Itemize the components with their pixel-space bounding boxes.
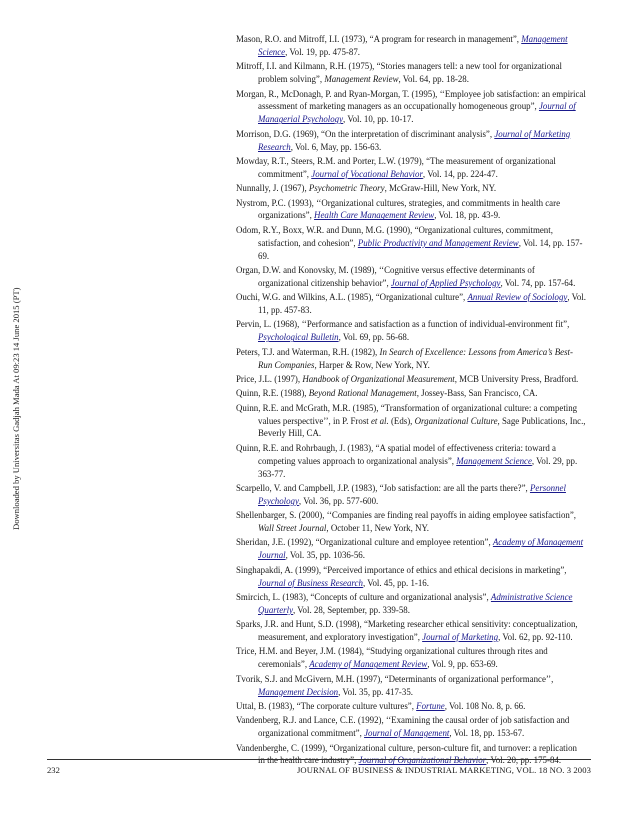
reference-entry (236, 33, 586, 59)
reference-text: , Harper & Row, New York, NY. (314, 359, 430, 370)
reference-title: Wall Street Journal (258, 523, 327, 534)
reference-entry (236, 182, 586, 195)
footer-divider (47, 759, 591, 760)
reference-text: Quinn, R.E. and Rohrbaugh, J. (1983), “A spatial model of effectiveness criteria: toward a competing values approach to organizational analysis”, (236, 442, 556, 466)
reference-text: , Vol. 18, pp. 153-67. (449, 728, 525, 739)
reference-text: , Vol. 62, pp. 92-110. (498, 632, 573, 643)
journal-link[interactable]: Journal of Business Research (258, 577, 363, 588)
reference-text: Morrison, D.G. (1969), “On the interpretation of discriminant analysis”, (236, 128, 495, 139)
reference-text: , Vol. 11, pp. 457-83. (258, 292, 586, 316)
reference-entry (236, 264, 586, 290)
reference-text: , McGraw-Hill, New York, NY. (384, 183, 497, 194)
reference-text: , Vol. 45, pp. 1-16. (362, 577, 429, 588)
journal-link[interactable]: Annual Review of Sociology (467, 292, 568, 303)
reference-text: Vandenberg, R.J. and Lance, C.E. (1992), ‘‘Examining the causal order of job satisfaction and organizational commitment”, (236, 715, 570, 739)
reference-text: , Vol. 35, pp. 1036-56. (285, 550, 365, 561)
reference-text: Peters, T.J. and Waterman, R.H. (1982), (236, 346, 380, 357)
reference-text: Shellenbarger, S. (2000), ‘‘Companies are finding real payoffs in aiding employee satisfaction”, (236, 510, 576, 521)
running-head: JOURNAL OF BUSINESS & INDUSTRIAL MARKETING, VOL. 18 NO. 3 2003 (296, 765, 591, 775)
journal-link[interactable]: Journal of Organizational Behavior (358, 755, 487, 766)
journal-link[interactable]: Management Decision (258, 686, 339, 697)
reference-text: Quinn, R.E. and McGrath, M.R. (1985), “Transformation of organizational culture: a competing values perspective’’, in P. Frost (236, 402, 578, 426)
reference-text: Odom, R.Y., Boxx, W.R. and Dunn, M.G. (1990), “Organizational cultures, commitment, satisfaction, and cohesion”, (236, 224, 553, 248)
reference-title: Psychometric Theory (308, 183, 385, 194)
reference-entry (236, 564, 586, 590)
reference-entry (236, 645, 586, 671)
journal-link[interactable]: Journal of Marketing (422, 632, 499, 643)
reference-text: Sparks, J.R. and Hunt, S.D. (1998), “Marketing researcher ethical sensitivity: conceptualization, measurement, and exploratory investigation”, (236, 619, 578, 643)
journal-link[interactable]: Management Science (456, 455, 532, 466)
reference-text: Singhapakdi, A. (1999), “Perceived importance of ethics and ethical decisions in marketing”, (236, 564, 567, 575)
reference-text: Nystrom, P.C. (1993), ‘‘Organizational cultures, strategies, and commitments in health care organizations”, (236, 197, 561, 221)
reference-text: , Vol. 29, pp. 363-77. (258, 455, 578, 479)
reference-entry (236, 318, 586, 344)
reference-entry (236, 88, 586, 127)
reference-entry (236, 387, 586, 400)
reference-text: , Vol. 35, pp. 417-35. (338, 686, 413, 697)
reference-text: Organ, D.W. and Konovsky, M. (1989), ‘‘Cognitive versus effective determinants of organizational citizenship behavior”, (236, 264, 535, 288)
journal-link[interactable]: Academy of Management Review (309, 659, 428, 670)
reference-entry (236, 197, 586, 223)
reference-entry (236, 291, 586, 317)
reference-entry (236, 742, 586, 768)
journal-link[interactable]: Journal of Applied Psychology (390, 277, 501, 288)
reference-text: Trice, H.M. and Beyer, J.M. (1984), “Studying organizational cultures through rites and ceremonials”, (236, 646, 548, 670)
reference-entry (236, 591, 586, 617)
reference-text: , Vol. 10, pp. 10-17. (343, 114, 414, 125)
reference-entry (236, 442, 586, 481)
journal-link[interactable]: Fortune (416, 700, 445, 711)
reference-title: et al. (370, 415, 389, 426)
reference-text: Mason, R.O. and Mitroff, I.I. (1973), “A program for research in management”, (236, 34, 522, 44)
reference-entry (236, 128, 586, 154)
reference-entry (236, 60, 586, 86)
reference-title: In Search of Excellence: Lessons from America’s Best-Run Companies (258, 346, 573, 370)
page-number: 232 (47, 765, 60, 775)
reference-text: , Vol. 69, pp. 56-68. (338, 332, 410, 343)
reference-text: , Vol. 6, May, pp. 156-63. (290, 141, 382, 152)
reference-entry (236, 536, 586, 562)
reference-text: Tvorik, S.J. and McGivern, M.H. (1997), “Determinants of organizational performance’’, (236, 673, 554, 684)
reference-text: Mowday, R.T., Steers, R.M. and Porter, L.W. (1979), “The measurement of organizational commitment”, (236, 155, 556, 179)
journal-link[interactable]: Journal of Vocational Behavior (311, 168, 423, 179)
reference-entry (236, 618, 586, 644)
journal-link[interactable]: Administrative Science Quarterly (258, 591, 573, 615)
reference-list (236, 33, 586, 769)
journal-link[interactable]: Management Science (258, 34, 568, 57)
reference-entry (236, 224, 586, 263)
reference-text: , Vol. 74, pp. 157-64. (500, 277, 576, 288)
reference-title: Beyond Rational Management (308, 388, 417, 399)
reference-entry (236, 509, 586, 535)
reference-text: , October 11, New York, NY. (326, 523, 429, 534)
reference-text: , Vol. 9, pp. 653-69. (427, 659, 498, 670)
reference-title: Organizational Culture (414, 415, 498, 426)
reference-text: Quinn, R.E. (1988), (236, 388, 309, 399)
reference-text: Morgan, R., McDonagh, P. and Ryan-Morgan, T. (1995), ‘‘Employee job satisfaction: an empirical assessment of marketing managers as an occupationally homogeneous group”, (236, 88, 586, 112)
reference-entry (236, 155, 586, 181)
reference-text: , Vol. 14, pp. 224-47. (422, 168, 498, 179)
journal-link[interactable]: Public Productivity and Management Review (357, 237, 519, 248)
reference-text: , MCB University Press, Bradford. (454, 373, 579, 384)
journal-link[interactable]: Psychological Bulletin (258, 332, 339, 343)
reference-title: Management Review (324, 74, 399, 85)
reference-text: Mitroff, I.I. and Kilmann, R.H. (1975), “Stories managers tell: a new tool for organizational problem solving”, (236, 61, 562, 85)
journal-link[interactable]: Personnel Psychology (258, 482, 566, 506)
reference-text: , Vol. 36, pp. 577-600. (298, 495, 379, 506)
reference-text: , Vol. 14, pp. 157-69. (258, 237, 583, 261)
download-watermark-text: Downloaded by Universitas Gadjah Mada At 09:23 14 June 2015 (PT) (11, 287, 21, 530)
reference-title: Handbook of Organizational Measurement (302, 373, 455, 384)
reference-text: , Vol. 19, pp. 475-87. (285, 46, 360, 57)
reference-entry (236, 373, 586, 386)
reference-text: Nunnally, J. (1967), (236, 183, 309, 194)
reference-text: Price, J.L. (1997), (236, 373, 303, 384)
reference-text: Ouchi, W.G. and Wilkins, A.L. (1985), “Organizational culture”, (236, 292, 468, 303)
reference-text: Smircich, L. (1983), “Concepts of culture and organizational analysis”, (236, 591, 491, 602)
reference-entry (236, 346, 586, 372)
reference-entry (236, 482, 586, 508)
reference-text: , Vol. 64, pp. 18-28. (398, 74, 469, 85)
reference-entry (236, 673, 586, 699)
journal-link[interactable]: Journal of Marketing Research (258, 128, 571, 152)
reference-entry (236, 402, 586, 441)
journal-link[interactable]: Academy of Management Journal (258, 537, 584, 561)
reference-text: , Jossey-Bass, San Francisco, CA. (416, 388, 538, 399)
reference-text: , Vol. 18, pp. 43-9. (434, 210, 501, 221)
reference-text: Sheridan, J.E. (1992), “Organizational culture and employee retention”, (236, 537, 493, 548)
reference-text: , Vol. 108 No. 8, p. 66. (444, 700, 526, 711)
reference-text: , Sage Publications, Inc., Beverly Hill, CA. (258, 415, 586, 439)
reference-text: Vandenberghe, C. (1999), “Organizational culture, person-culture fit, and turnover: a replication in the health care industry”, (236, 742, 577, 766)
reference-text: , Vol. 28, September, pp. 339-58. (293, 604, 410, 615)
reference-text: Uttal, B. (1983), “The corporate culture vultures”, (236, 700, 417, 711)
journal-link[interactable]: Journal of Managerial Psychology (258, 101, 576, 125)
reference-entry (236, 700, 586, 713)
reference-text: (Eds), (388, 415, 415, 426)
reference-entry (236, 714, 586, 740)
reference-text: Scarpello, V. and Campbell, J.P. (1983), “Job satisfaction: are all the parts there?”, (236, 482, 530, 493)
journal-link[interactable]: Health Care Management Review (314, 210, 435, 221)
reference-text: , Vol. 20, pp. 175-84. (486, 755, 562, 766)
reference-text: Pervin, L. (1968), ‘‘Performance and satisfaction as a function of individual-environment fit”, (236, 319, 570, 330)
journal-link[interactable]: Journal of Management (364, 728, 450, 739)
